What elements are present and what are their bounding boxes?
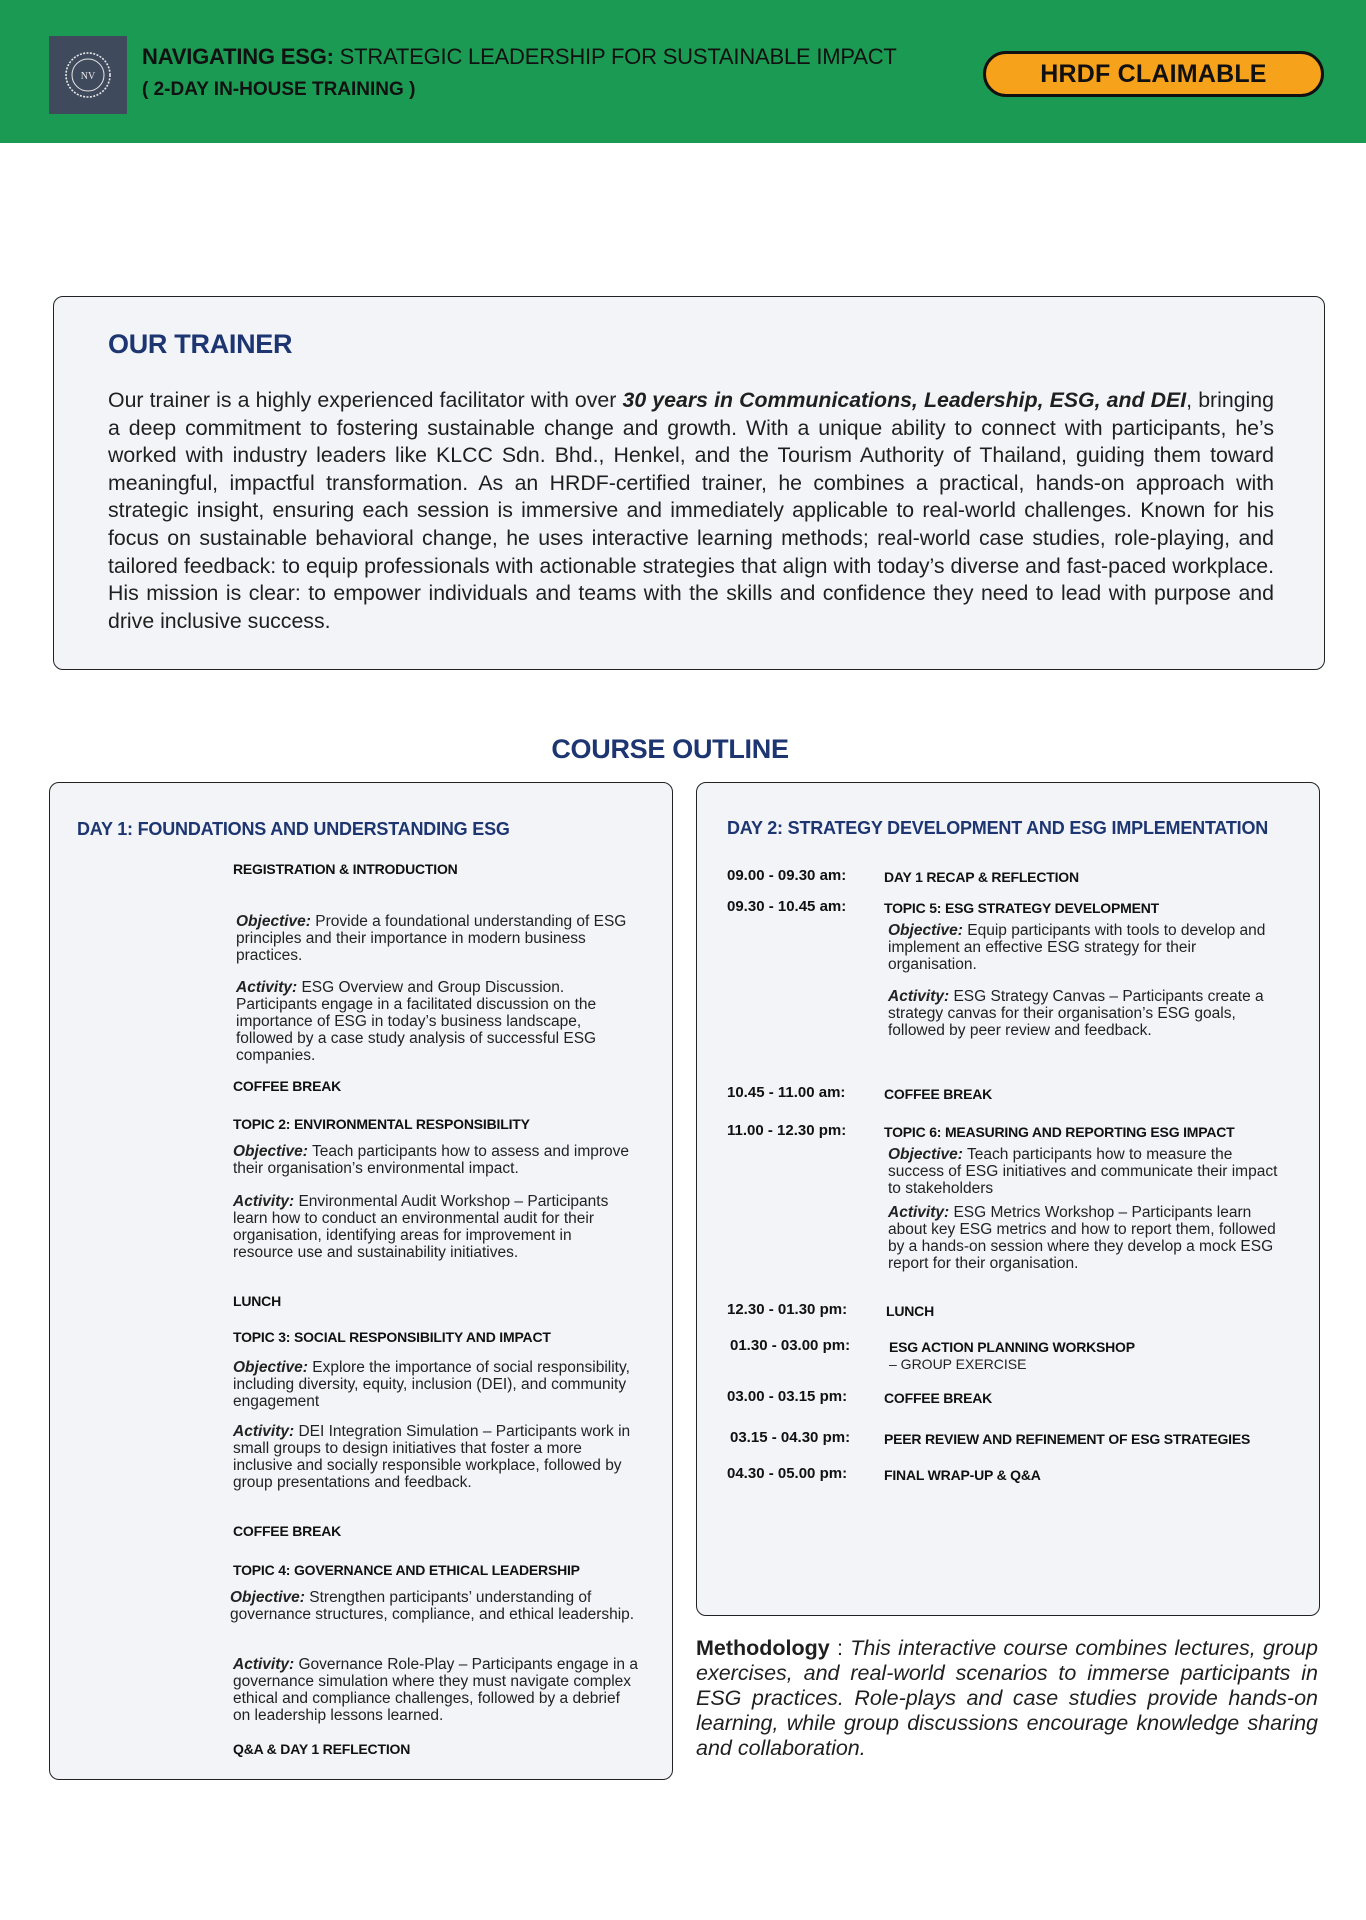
- trainer-text-highlight: 30 years in Communications, Leadership, ESG, and DEI: [622, 388, 1187, 412]
- company-logo: [49, 36, 127, 114]
- day2-slot8-time: 03.15 - 04.30 pm:: [730, 1429, 851, 1446]
- title-bold: NAVIGATING ESG:: [142, 44, 334, 69]
- day2-slot9-time: 04.30 - 05.00 pm:: [727, 1465, 848, 1482]
- day2-slot5-time: 12.30 - 01.30 pm:: [727, 1301, 848, 1318]
- day2-slot3-time: 10.45 - 11.00 am:: [727, 1084, 846, 1101]
- objective-label: Objective:: [230, 1589, 305, 1606]
- day2-slot8-label: PEER REVIEW AND REFINEMENT OF ESG STRATEGIES: [884, 1431, 1251, 1447]
- trainer-text-end: , bringing a deep commitment to fostering sustainable change and growth. With a unique ability to connect with participants, he’s worked with industry leaders like KLCC Sdn. Bhd., Henkel, and the Tourism Authority of Thailand, guiding them toward meaningful, impactful transformation. As an HRDF-certified trainer, he combines a practical, hands-on approach with strategic insight, ensuring each session is immersive and immediately applicable to real-world challenges. Known for his focus on sustainable behavioral change, he uses interactive learning methods; real-world case studies, role-playing, and tailored feedback: to equip professionals with actionable strategies that align with today’s diverse and fast-paced workplace. His mission is clear: to empower individuals and teams with the skills and confidence they need to lead with purpose and drive inclusive success.: [108, 388, 1274, 633]
- trainer-paragraph: [108, 387, 1274, 635]
- day1-coffee-break-1: COFFEE BREAK: [233, 1078, 342, 1094]
- objective-label: Objective:: [888, 922, 963, 939]
- trainer-card: [53, 296, 1325, 670]
- logo-text: NV: [80, 71, 96, 82]
- day2-slot1-time: 09.00 - 09.30 am:: [727, 867, 847, 884]
- title-block: [142, 44, 897, 101]
- day1-topic1-objective: [236, 913, 636, 964]
- activity-label: Activity:: [888, 988, 950, 1005]
- activity-text: DEI Integration Simulation – Participants work in small groups to design initiatives that foster a more inclusive and socially responsible workplace, followed by group presentations and feedback.: [233, 1423, 631, 1491]
- objective-label: Objective:: [233, 1143, 308, 1160]
- day2-slot5-label: LUNCH: [886, 1303, 934, 1319]
- day1-registration: REGISTRATION & INTRODUCTION: [233, 861, 458, 877]
- day1-topic1-activity: [236, 979, 636, 1064]
- activity-label: Activity:: [236, 979, 298, 996]
- day2-slot1-label: DAY 1 RECAP & REFLECTION: [884, 869, 1079, 885]
- day2-slot2-label: TOPIC 5: ESG STRATEGY DEVELOPMENT: [884, 900, 1159, 916]
- title-rest: STRATEGIC LEADERSHIP FOR SUSTAINABLE IMPACT: [339, 44, 897, 69]
- objective-text: Equip participants with tools to develop and implement an effective ESG strategy for their organisation.: [888, 922, 1266, 973]
- activity-text: ESG Overview and Group Discussion. Participants engage in a facilitated discussion on the importance of ESG in today’s business landscape, followed by a case study analysis of successful ESG companies.: [236, 979, 597, 1064]
- trainer-text-start: Our trainer is a highly experienced facilitator with over: [108, 388, 623, 412]
- logo-emblem-icon: [63, 50, 113, 100]
- activity-label: Activity:: [888, 1204, 950, 1221]
- day2-slot4-label: TOPIC 6: MEASURING AND REPORTING ESG IMPACT: [884, 1124, 1235, 1140]
- day1-topic2-activity: [233, 1193, 633, 1261]
- objective-label: Objective:: [233, 1359, 308, 1376]
- day2-slot4-activity: [888, 1204, 1293, 1272]
- day1-topic2-objective: [233, 1143, 638, 1177]
- day2-slot9-label: FINAL WRAP-UP & Q&A: [884, 1467, 1041, 1483]
- page-subtitle: ( 2-DAY IN-HOUSE TRAINING ): [142, 79, 416, 100]
- day2-slot4-time: 11.00 - 12.30 pm:: [727, 1122, 847, 1139]
- activity-text: ESG Strategy Canvas – Participants create a strategy canvas for their organisation’s ESG goals, followed by peer review and feedback.: [888, 988, 1264, 1039]
- objective-text: Teach participants how to measure the success of ESG initiatives and communicate their impact to stakeholders: [888, 1146, 1278, 1197]
- day2-heading: DAY 2: STRATEGY DEVELOPMENT AND ESG IMPLEMENTATION: [727, 818, 1269, 838]
- activity-label: Activity:: [233, 1423, 295, 1440]
- objective-text: Teach participants how to assess and improve their organisation’s environmental impact.: [233, 1143, 630, 1177]
- day1-topic4-activity: [233, 1656, 638, 1724]
- day2-slot2-objective: [888, 922, 1288, 973]
- activity-label: Activity:: [233, 1193, 295, 1210]
- methodology-block: [696, 1636, 1318, 1761]
- day1-topic4-objective: [230, 1589, 635, 1623]
- methodology-separator: :: [829, 1636, 851, 1660]
- activity-text: Environmental Audit Workshop – Participants learn how to conduct an environmental audit for their organisation, identifying areas for improvement in resource use and sustainability initiatives.: [233, 1193, 609, 1261]
- course-outline-title: COURSE OUTLINE: [551, 734, 789, 764]
- day2-slot6-label: ESG ACTION PLANNING WORKSHOP: [889, 1339, 1135, 1355]
- day2-slot7-time: 03.00 - 03.15 pm:: [727, 1388, 848, 1405]
- day2-slot6-time: 01.30 - 03.00 pm:: [730, 1337, 851, 1354]
- objective-text: Provide a foundational understanding of ESG principles and their importance in modern business practices.: [236, 913, 627, 964]
- day1-heading: DAY 1: FOUNDATIONS AND UNDERSTANDING ESG: [77, 819, 510, 839]
- day1-lunch: LUNCH: [233, 1293, 281, 1309]
- day2-slot2-activity: [888, 988, 1293, 1039]
- day2-slot2-time: 09.30 - 10.45 am:: [727, 898, 847, 915]
- day1-qa-reflection: Q&A & DAY 1 REFLECTION: [233, 1741, 411, 1757]
- objective-text: Explore the importance of social responsibility, including diversity, equity, inclusion (DEI), and community engagement: [233, 1359, 630, 1410]
- day2-slot6-sub: – GROUP EXERCISE: [889, 1356, 1027, 1372]
- header-bar: [0, 0, 1366, 143]
- day2-slot7-label: COFFEE BREAK: [884, 1390, 993, 1406]
- day1-topic2-title: TOPIC 2: ENVIRONMENTAL RESPONSIBILITY: [233, 1116, 530, 1132]
- trainer-heading: OUR TRAINER: [108, 329, 293, 359]
- day2-slot4-objective: [888, 1146, 1288, 1197]
- day2-panel: [696, 782, 1320, 1616]
- hrdf-badge: HRDF CLAIMABLE: [983, 51, 1324, 97]
- activity-text: Governance Role-Play – Participants engage in a governance simulation where they must navigate complex ethical and compliance challenges, followed by a debrief on leadership lessons learned.: [233, 1656, 638, 1724]
- day1-topic4-title: TOPIC 4: GOVERNANCE AND ETHICAL LEADERSHIP: [233, 1562, 580, 1578]
- activity-text: ESG Metrics Workshop – Participants learn about key ESG metrics and how to report them, followed by a hands-on session where they develop a mock ESG report for their organisation.: [888, 1204, 1276, 1272]
- page-title: [142, 44, 897, 70]
- day1-topic3-objective: [233, 1359, 633, 1410]
- day2-slot3-label: COFFEE BREAK: [884, 1086, 993, 1102]
- day1-topic3-activity: [233, 1423, 633, 1491]
- objective-label: Objective:: [888, 1146, 963, 1163]
- methodology-label: Methodology: [696, 1636, 830, 1660]
- methodology-text: This interactive course combines lectures, group exercises, and real-world scenarios to immerse participants in ESG practices. Role-plays and case studies provide hands-on learning, while group discussions encourage knowledge sharing and collaboration.: [696, 1636, 1319, 1760]
- objective-text: Strengthen participants’ understanding of governance structures, compliance, and ethical leadership.: [230, 1589, 635, 1623]
- activity-label: Activity:: [233, 1656, 295, 1673]
- day1-panel: [49, 782, 673, 1780]
- day1-topic3-title: TOPIC 3: SOCIAL RESPONSIBILITY AND IMPACT: [233, 1329, 551, 1345]
- day1-coffee-break-2: COFFEE BREAK: [233, 1523, 342, 1539]
- objective-label: Objective:: [236, 913, 311, 930]
